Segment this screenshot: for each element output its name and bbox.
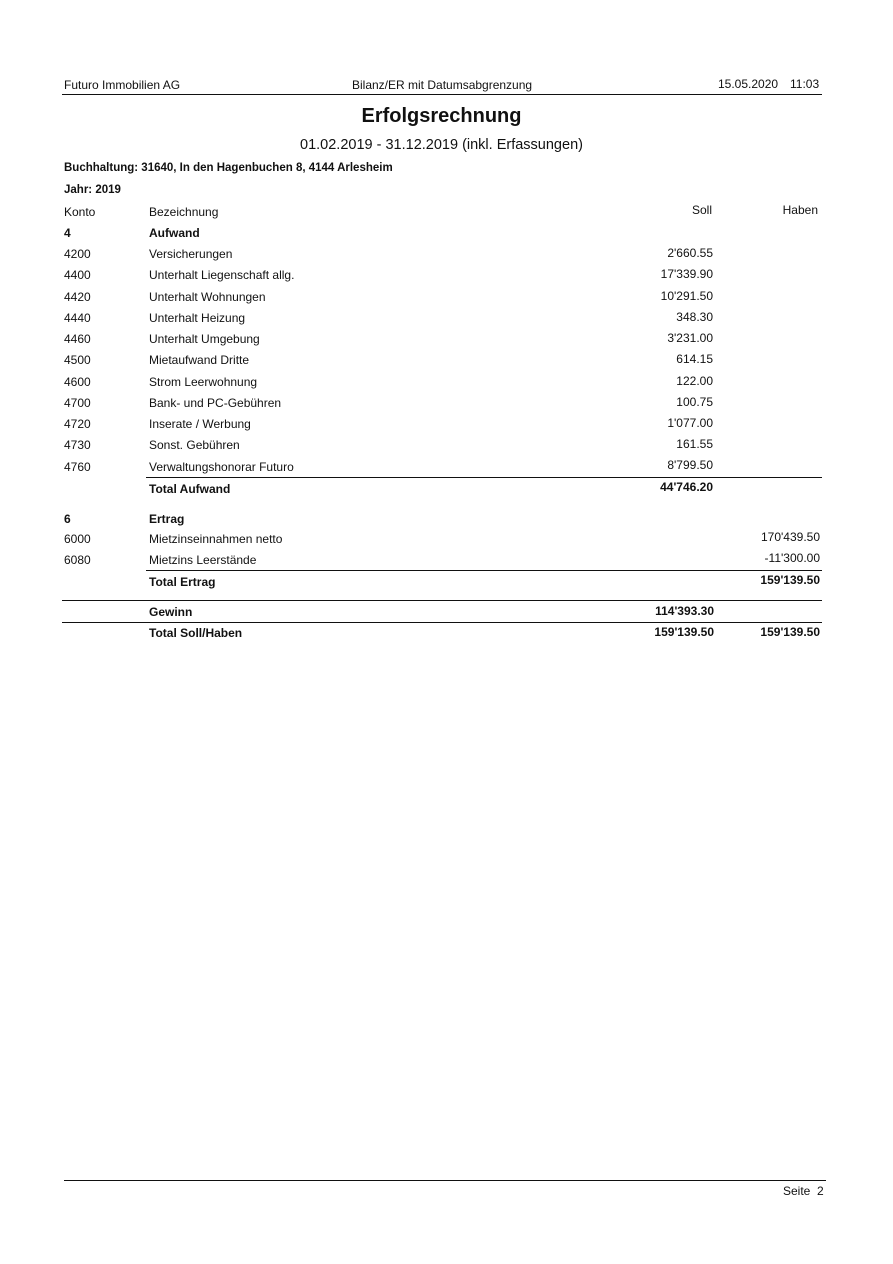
- row-bezeichnung: Strom Leerwohnung: [149, 375, 258, 389]
- row-soll: 3'231.00: [667, 331, 713, 345]
- total-aufwand-soll: 44'746.20: [660, 480, 713, 494]
- period-subtitle: 01.02.2019 - 31.12.2019 (inkl. Erfassungen): [300, 137, 583, 153]
- row-bezeichnung: Unterhalt Umgebung: [149, 332, 260, 346]
- row-konto: 4500: [64, 353, 91, 367]
- col-bezeichnung: Bezeichnung: [149, 205, 219, 219]
- grand-total-soll: 159'139.50: [654, 625, 714, 639]
- row-soll: 348.30: [676, 310, 713, 324]
- grand-total-haben: 159'139.50: [760, 625, 820, 639]
- report-name: Bilanz/ER mit Datumsabgrenzung: [352, 78, 533, 92]
- row-konto: 4720: [64, 417, 91, 431]
- row-bezeichnung: Versicherungen: [149, 247, 233, 261]
- page-number: [783, 1184, 824, 1198]
- gewinn-divider: [62, 600, 822, 601]
- bookkeeping-info: Buchhaltung: 31640, In den Hagenbuchen 8, 4144 Arlesheim: [64, 162, 393, 174]
- col-soll: Soll: [691, 203, 712, 217]
- page-title: Erfolgsrechnung: [361, 105, 522, 127]
- total-aufwand-label: Total Aufwand: [149, 482, 231, 496]
- page-value: 2: [817, 1184, 824, 1198]
- row-konto: 4400: [64, 268, 91, 282]
- row-bezeichnung: Mietaufwand Dritte: [149, 353, 250, 367]
- row-konto: 4730: [64, 438, 91, 452]
- grand-total-label: Total Soll/Haben: [149, 626, 243, 640]
- row-soll: 17'339.90: [660, 267, 713, 281]
- row-konto: 4700: [64, 396, 91, 410]
- row-konto: 4420: [64, 290, 91, 304]
- gewinn-label: Gewinn: [149, 605, 193, 619]
- ertrag-total-divider: [146, 570, 822, 571]
- row-konto: 4760: [64, 460, 91, 474]
- print-time: 11:03: [790, 77, 820, 91]
- row-soll: 122.00: [676, 374, 713, 388]
- row-bezeichnung: Unterhalt Liegenschaft allg.: [149, 268, 295, 282]
- row-konto: 6080: [64, 553, 91, 567]
- row-soll: 100.75: [676, 395, 713, 409]
- row-konto: 4200: [64, 247, 91, 261]
- row-bezeichnung: Unterhalt Wohnungen: [149, 290, 266, 304]
- group-number-aufwand: 4: [64, 226, 71, 240]
- row-haben: 170'439.50: [760, 530, 820, 544]
- row-bezeichnung: Mietzinseinnahmen netto: [149, 532, 283, 546]
- row-soll: 8'799.50: [667, 458, 713, 472]
- row-soll: 1'077.00: [667, 416, 713, 430]
- header-divider: [62, 94, 822, 95]
- total-ertrag-label: Total Ertrag: [149, 575, 216, 589]
- row-haben: -11'300.00: [764, 551, 820, 565]
- col-konto: Konto: [64, 205, 96, 219]
- row-bezeichnung: Inserate / Werbung: [149, 417, 251, 431]
- row-konto: 6000: [64, 532, 91, 546]
- row-soll: 2'660.55: [667, 246, 713, 260]
- row-soll: 161.55: [676, 437, 713, 451]
- grand-total-divider: [62, 622, 822, 623]
- group-label-ertrag: Ertrag: [149, 512, 185, 526]
- group-number-ertrag: 6: [64, 512, 71, 526]
- page-label: Seite: [783, 1184, 811, 1198]
- row-bezeichnung: Unterhalt Heizung: [149, 311, 246, 325]
- row-konto: 4600: [64, 375, 91, 389]
- gewinn-soll: 114'393.30: [655, 604, 714, 618]
- total-ertrag-haben: 159'139.50: [760, 573, 820, 587]
- row-bezeichnung: Verwaltungshonorar Futuro: [149, 460, 294, 474]
- company-name: Futuro Immobilien AG: [64, 78, 181, 92]
- year-info: Jahr: 2019: [64, 184, 121, 196]
- row-bezeichnung: Bank- und PC-Gebühren: [149, 396, 282, 410]
- row-konto: 4440: [64, 311, 91, 325]
- row-konto: 4460: [64, 332, 91, 346]
- row-soll: 614.15: [676, 352, 713, 366]
- group-label-aufwand: Aufwand: [149, 226, 200, 240]
- row-bezeichnung: Sonst. Gebühren: [149, 438, 240, 452]
- aufwand-total-divider: [146, 477, 822, 478]
- col-haben: Haben: [782, 203, 818, 217]
- row-soll: 10'291.50: [660, 289, 713, 303]
- footer-divider: [64, 1180, 826, 1181]
- print-date: 15.05.2020: [718, 77, 779, 91]
- row-bezeichnung: Mietzins Leerstände: [149, 553, 257, 567]
